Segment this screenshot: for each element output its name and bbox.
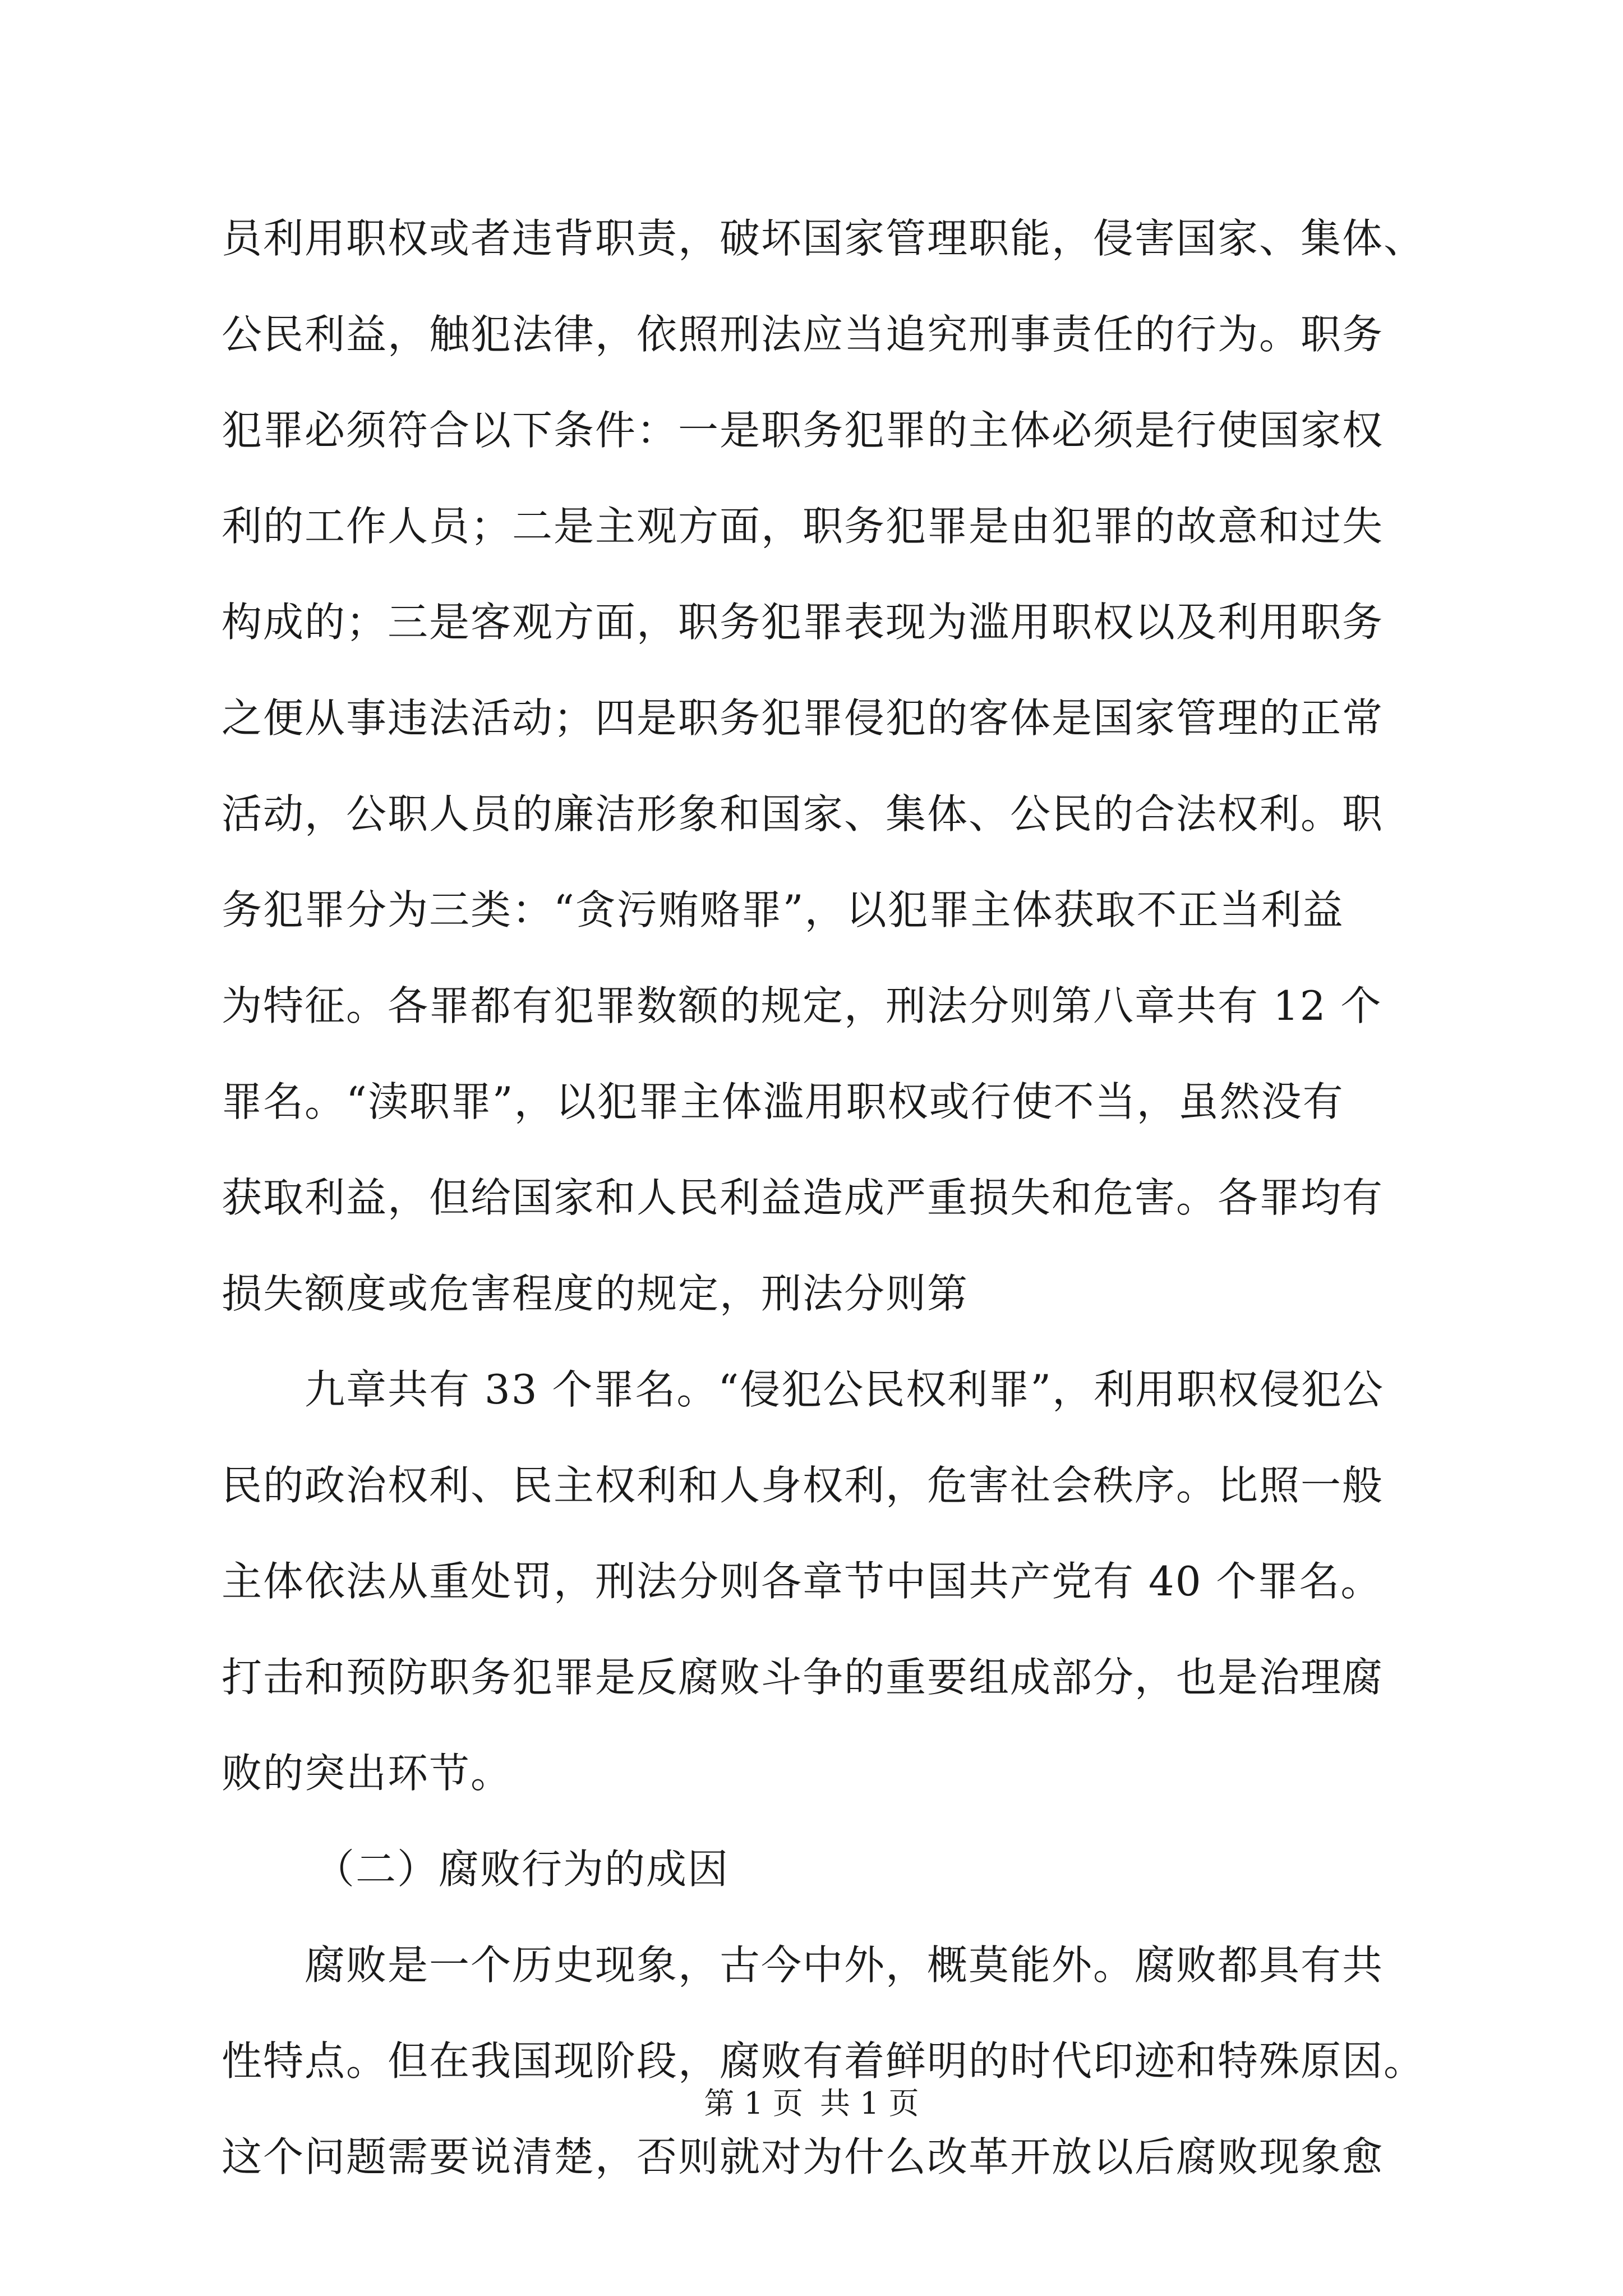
text-line: 员利用职权或者违背职责，破坏国家管理职能，侵害国家、集体、 [222,215,1426,262]
page-footer [0,2081,1623,2126]
text-line: 民的政治权利、民主权利和人身权利，危害社会秩序。比照一般 [222,1462,1384,1509]
page-number: 第 1 页 [704,2086,803,2121]
text-line: 九章共有 33 个罪名。“侵犯公民权利罪”，利用职权侵犯公 [305,1366,1385,1413]
text-line: 为特征。各罪都有犯罪数额的规定，刑法分则第八章共有 12 个 [222,982,1382,1029]
text-line: 打击和预防职务犯罪是反腐败斗争的重要组成部分，也是治理腐 [222,1654,1384,1701]
text-line: 腐败是一个历史现象，古今中外，概莫能外。腐败都具有共 [305,1941,1384,1989]
document-body [222,191,1426,2205]
text-line: 性特点。但在我国现阶段，腐败有着鲜明的时代印迹和特殊原因。 [222,2037,1426,2085]
text-line: 主体依法从重处罚，刑法分则各章节中国共产党有 40 个罪名。 [222,1558,1382,1605]
text-line: 构成的；三是客观方面，职务犯罪表现为滥用职权以及利用职务 [222,599,1384,646]
page-total: 共 1 页 [820,2086,919,2121]
text-line: 损失额度或危害程度的规定，刑法分则第 [222,1270,969,1317]
text-line: 务犯罪分为三类：“贪污贿赂罪”，以犯罪主体获取不正当利益 [222,886,1344,933]
text-line: 利的工作人员；二是主观方面，职务犯罪是由犯罪的故意和过失 [222,503,1384,550]
text-line: 活动，公职人员的廉洁形象和国家、集体、公民的合法权利。职 [222,790,1384,838]
text-line: 之便从事违法活动；四是职务犯罪侵犯的客体是国家管理的正常 [222,694,1384,742]
text-line: 犯罪必须符合以下条件：一是职务犯罪的主体必须是行使国家权 [222,407,1384,454]
text-line: 公民利益，触犯法律，依照刑法应当追究刑事责任的行为。职务 [222,311,1384,358]
text-line: 败的突出环节。 [222,1750,513,1797]
section-heading: （二）腐败行为的成因 [314,1846,730,1893]
text-line: 罪名。“渎职罪”，以犯罪主体滥用职权或行使不当，虽然没有 [222,1078,1344,1125]
text-line: 获取利益，但给国家和人民利益造成严重损失和危害。各罪均有 [222,1174,1384,1221]
text-line: 这个问题需要说清楚，否则就对为什么改革开放以后腐败现象愈 [222,2133,1384,2180]
